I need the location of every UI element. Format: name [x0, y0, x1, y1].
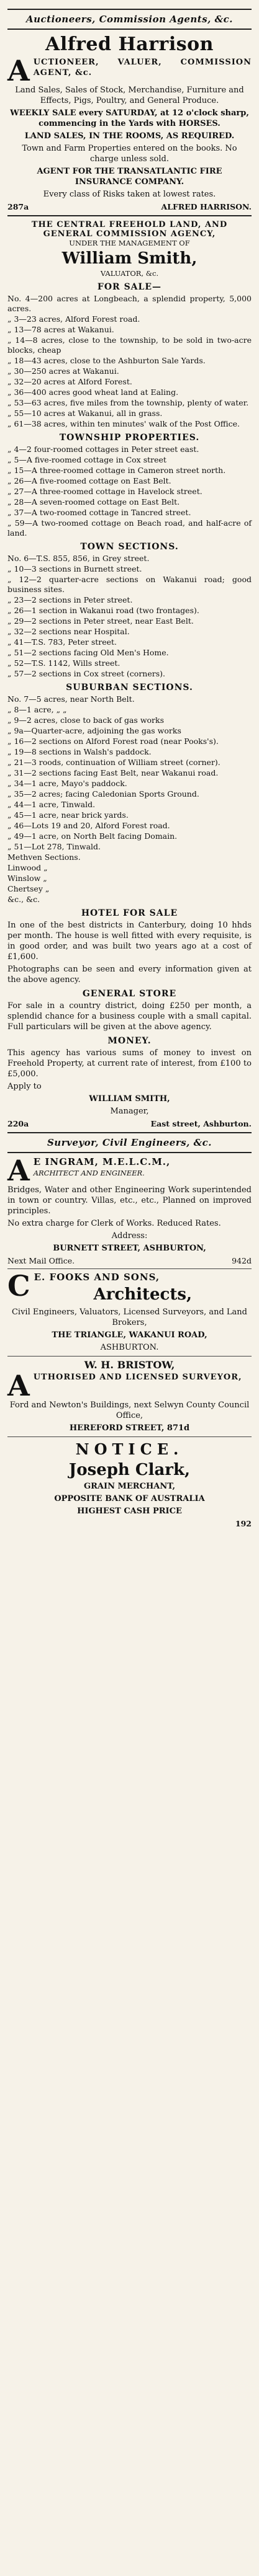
address-line: Next Mail Office.: [7, 1256, 75, 1265]
suburban-section-item: „ 45—1 acre, near brick yards.: [7, 810, 129, 820]
advertiser-name: Architects,: [93, 1285, 193, 1304]
store-title: GENERAL STORE: [82, 989, 177, 999]
town-section-item: „ 26—1 section in Wakanui road (two frontages).: [7, 606, 199, 615]
town-section-item: „ 29—2 sections in Peter street, near East Belt.: [7, 616, 194, 626]
harrison-ad: [7, 33, 252, 211]
divider: [7, 1436, 252, 1437]
suburban-section-item: „ 16—2 sections on Alford Forest road (near Pooks's).: [7, 737, 219, 746]
suburban-section-item: Chertsey „: [7, 884, 50, 893]
township-item: „ 15—A three-roomed cottage in Cameron street north.: [7, 466, 226, 475]
town-section-item: „ 23—2 sections in Peter street.: [7, 595, 133, 604]
for-sale-item: No. 4—200 acres at Longbeach, a splendid property, 5,000 acres.: [7, 294, 252, 313]
suburban-section-item: „ 8—1 acre, „ „: [7, 705, 67, 714]
ad-footer: [7, 202, 252, 211]
dropcap: C: [7, 1269, 30, 1303]
for-sale-item: „ 13—78 acres at Wakanui.: [7, 325, 114, 334]
bristow-ad: [7, 1360, 252, 1433]
township-item: „ 37—A two-roomed cottage in Tancred street.: [7, 508, 191, 517]
ad-heading: [7, 1154, 252, 1187]
ad-signature: ALFRED HARRISON.: [161, 202, 252, 211]
for-sale-item: „ 36—400 acres good wheat land at Ealing.: [7, 387, 179, 397]
ad-sub: ARCHITECT AND ENGINEER.: [33, 1169, 145, 1177]
town-title: TOWN SECTIONS.: [80, 542, 179, 552]
township-item: „ 4—2 four-roomed cottages in Peter street east.: [7, 445, 199, 454]
ad-footer: [7, 1256, 252, 1265]
signature-name: WILLIAM SMITH,: [89, 1094, 170, 1104]
address-line: THE TRIANGLE, WAKANUI ROAD,: [52, 1330, 207, 1340]
divider: [7, 9, 252, 10]
hotel-title: HOTEL FOR SALE: [81, 908, 178, 918]
suburban-section-item: Linwood „: [7, 863, 48, 872]
ad-line: Every class of Risks taken at lowest rates.: [43, 190, 216, 199]
hotel-text: In one of the best districts in Canterbury, doing 10 hhds per month. The house is well fitted with every requisite, is in good order, and was built two years ago at a cost of £1,600.: [7, 921, 252, 962]
suburban-section-item: „ 9—2 acres, close to back of gas works: [7, 715, 165, 725]
ingram-ad: [7, 1154, 252, 1265]
address-line: ASHBURTON.: [100, 1343, 159, 1352]
apply-label: Apply to: [7, 1082, 42, 1091]
money-title: MONEY.: [107, 1036, 152, 1046]
ad-footer: [7, 1119, 252, 1128]
ad-line: GRAIN MERCHANT,: [84, 1482, 175, 1491]
suburban-section-item: „ 9a—Quarter-acre, adjoining the gas works: [7, 726, 181, 735]
town-list: [7, 554, 252, 679]
ad-title: UTHORISED AND LICENSED SURVEYOR,: [33, 1373, 242, 1382]
advertiser-name: William Smith,: [61, 249, 198, 268]
ad-body: Civil Engineers, Valuators, Licensed Surveyors, and Land Brokers,: [11, 1308, 248, 1327]
ad-footer: [7, 1519, 252, 1528]
for-sale-item: „ 18—43 acres, close to the Ashburton Sale Yards.: [7, 356, 206, 365]
suburban-section-item: Winslow „: [7, 874, 47, 883]
for-sale-item: „ 53—63 acres, five miles from the township, plenty of water.: [7, 398, 249, 407]
divider: [7, 1152, 252, 1153]
address-label: Address:: [111, 1231, 148, 1241]
advertiser-name: Alfred Harrison: [45, 33, 214, 55]
suburban-section-item: „ 34—1 acre, Mayo's paddock.: [7, 779, 127, 788]
town-section-item: „ 10—3 sections in Burnett street.: [7, 564, 142, 573]
township-item: „ 26—A five-roomed cottage on East Belt.: [7, 476, 171, 485]
dropcap: A: [7, 1154, 30, 1187]
town-section-item: „ 57—2 sections in Cox street (corners).: [7, 669, 165, 678]
town-section-item: „ 52—T.S. 1142, Wills street.: [7, 658, 120, 668]
township-item: „ 59—A two-roomed cottage on Beach road, and half-acre of land.: [7, 518, 252, 538]
for-sale-item: „ 32—20 acres at Alford Forest.: [7, 377, 132, 386]
ad-line: AGENT FOR THE TRANSATLANTIC FIRE INSURANCE COMPANY.: [37, 167, 222, 187]
ad-body: Bridges, Water and other Engineering Work superintended in town or country. Villas, etc., etc., Planned on improved principles.: [7, 1185, 252, 1216]
advertiser-name: Joseph Clark,: [68, 1461, 191, 1479]
address-line: HEREFORD STREET, 871d: [69, 1423, 190, 1433]
ad-line: Town and Farm Properties entered on the books. No charge unless sold.: [22, 144, 237, 164]
suburban-section-item: „ 49—1 acre, on North Belt facing Domain.: [7, 831, 178, 841]
suburban-section-item: Methven Sections.: [7, 852, 81, 862]
ad-address: East street, Ashburton.: [150, 1119, 252, 1128]
divider: [7, 1356, 252, 1357]
suburban-section-item: No. 7—5 acres, near North Belt.: [7, 694, 135, 704]
title-text: UCTIONEER, VALUER, COMMISSION AGENT, &c.: [33, 58, 252, 77]
ad-code: 220a: [7, 1119, 29, 1128]
signature-role: Manager,: [110, 1107, 149, 1116]
suburban-title: SUBURBAN SECTIONS.: [66, 683, 193, 693]
agency-under: UNDER THE MANAGEMENT OF: [69, 239, 190, 247]
suburban-section-item: „ 31—2 sections facing East Belt, near Wakanui road.: [7, 768, 219, 777]
suburban-section-item: „ 35—2 acres; facing Caledonian Sports Ground.: [7, 789, 199, 799]
ad-heading: [7, 1369, 252, 1402]
ad-body: Ford and Newton's Buildings, next Selwyn County Council Office,: [9, 1401, 250, 1420]
ad-head: E. FOOKS AND SONS,: [34, 1272, 160, 1283]
for-sale-item: „ 3—23 acres, Alford Forest road.: [7, 314, 140, 324]
ad-code: 942d: [232, 1256, 252, 1265]
suburban-section-item: „ 44—1 acre, Tinwald.: [7, 800, 96, 809]
suburban-section-item: „ 51—Lot 278, Tinwald.: [7, 842, 101, 851]
dropcap: A: [7, 1369, 30, 1402]
ad-line: WEEKLY SALE every SATURDAY, at 12 o'clock sharp, commencing in the Yards with HORSES.: [10, 108, 249, 128]
township-item: „ 27—A three-roomed cottage in Havelock street.: [7, 487, 202, 496]
divider: [7, 1132, 252, 1133]
money-text: This agency has various sums of money to invest on Freehold Property, at current rate of interest, from £100 to £5,000.: [7, 1048, 252, 1079]
for-sale-item: „ 55—10 acres at Wakanui, all in grass.: [7, 409, 163, 418]
section-header: Auctioneers, Commission Agents, &c.: [26, 14, 233, 25]
advertisement-column: [7, 5, 252, 1531]
apply-line: [7, 1081, 252, 1092]
advertiser-role: VALUATOR, &c.: [100, 269, 159, 278]
ad-code: 192: [235, 1519, 252, 1528]
address-line: BURNETT STREET, ASHBURTON,: [53, 1244, 206, 1253]
fooks-ad: [7, 1269, 252, 1353]
suburban-section-item: &c., &c.: [7, 895, 40, 904]
ad-head: W. H. BRISTOW,: [84, 1359, 175, 1371]
ad-code: 287a: [7, 202, 29, 211]
dropcap: A: [7, 54, 30, 87]
notice-title: NOTICE.: [75, 1440, 184, 1458]
ad-line: OPPOSITE BANK OF AUSTRALIA: [54, 1494, 205, 1503]
for-sale-list: [7, 294, 252, 429]
ad-line: LAND SALES, IN THE ROOMS, AS REQUIRED.: [24, 131, 235, 141]
notice-ad: [7, 1440, 252, 1528]
hotel-note: Photographs can be seen and every information given at the above agency.: [7, 965, 252, 985]
for-sale-item: „ 61—38 acres, within ten minutes' walk of the Post Office.: [7, 419, 240, 428]
township-list: [7, 445, 252, 538]
ad-head: E INGRAM, M.E.L.C.M.,: [33, 1156, 171, 1167]
township-item: „ 28—A seven-roomed cottage on East Belt.: [7, 497, 180, 507]
ad-line: HIGHEST CASH PRICE: [77, 1507, 182, 1516]
agency-intro: THE CENTRAL FREEHOLD LAND, AND GENERAL COMMISSION AGENCY,: [31, 220, 228, 239]
town-section-item: „ 51—2 sections facing Old Men's Home.: [7, 648, 169, 657]
town-section-item: „ 41—T.S. 783, Peter street.: [7, 637, 117, 647]
suburban-section-item: „ 21—3 roods, continuation of William street (corner).: [7, 758, 220, 767]
ad-body: No extra charge for Clerk of Works. Reduced Rates.: [7, 1219, 221, 1228]
town-section-item: No. 6—T.S. 855, 856, in Grey street.: [7, 554, 150, 563]
divider: [7, 1268, 252, 1269]
divider: [7, 215, 252, 216]
township-title: TOWNSHIP PROPERTIES.: [59, 433, 200, 443]
town-section-item: „ 32—2 sections near Hospital.: [7, 627, 130, 636]
for-sale-title: FOR SALE—: [97, 282, 162, 292]
suburban-list: [7, 694, 252, 905]
store-text: For sale in a country district, doing £250 per month, a splendid chance for a business couple with a small capital. Full particulars will be given at the above agency.: [7, 1001, 252, 1032]
ad-line: Land Sales, Sales of Stock, Merchandise, Furniture and Effects, Pigs, Poultry, and General Produce.: [15, 86, 244, 105]
smith-ad: [7, 220, 252, 1128]
suburban-section-item: „ 46—Lots 19 and 20, Alford Forest road.: [7, 821, 170, 830]
for-sale-item: „ 30—250 acres at Wakanui.: [7, 366, 119, 376]
for-sale-item: „ 14—8 acres, close to the township, to be sold in two-acre blocks, cheap: [7, 335, 252, 355]
town-section-item: „ 12—2 quarter-acre sections on Wakanui road; good business sites.: [7, 575, 252, 594]
suburban-section-item: „ 19—8 sections in Walsh's paddock.: [7, 747, 152, 756]
advertiser-title: [7, 54, 252, 87]
divider: [7, 29, 252, 30]
township-item: „ 5—A five-roomed cottage in Cox street: [7, 455, 166, 464]
section-header: Surveyor, Civil Engineers, &c.: [47, 1137, 212, 1148]
